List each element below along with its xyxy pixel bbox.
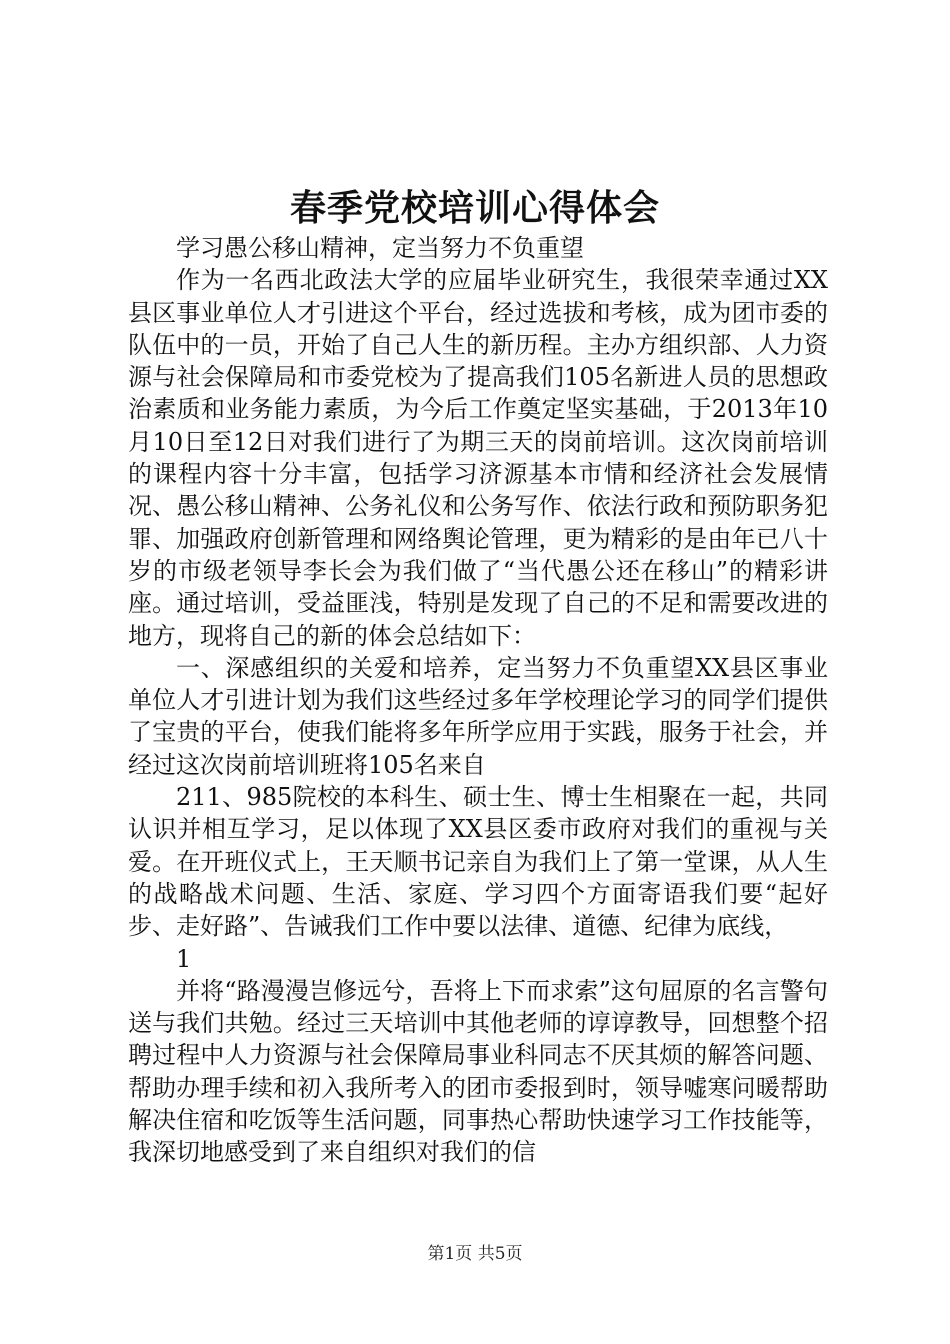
document-subtitle: 学习愚公移山精神，定当努力不负重望 [176,234,584,262]
document-body [128,232,828,1169]
page-footer: 第1页 共5页 [427,1244,523,1264]
paragraph-opening-ceremony: 211、985院校的本科生、硕士生、博士生相聚在一起，共同认识并相互学习，足以体现了XX县区委市政府对我们的重视与关爱。在开班仪式上，王天顺书记亲自为我们上了第一堂课，从人生的战略战术问题、生活、家庭、学习四个方面寄语我们要“起好步、走好路”、告诫我们工作中要以法律、道德、纪律为底线， [128,783,828,941]
paragraph-training-feelings: 并将“路漫漫岂修远兮，吾将上下而求索”这句屈原的名言警句送与我们共勉。经过三天培训中其他老师的谆谆教导，回想整个招聘过程中人力资源与社会保障局事业科同志不厌其烦的解答问题、帮助办理手续和初入我所考入的团市委报到时，领导嘘寒问暖帮助解决住宿和吃饭等生活问题，同事热心帮助快速学习工作技能等，我深切地感受到了来自组织对我们的信 [128,976,828,1167]
inline-page-number: 1 [176,944,192,973]
paragraph-section-one: 一、深感组织的关爱和培养，定当努力不负重望XX县区事业单位人才引进计划为我们这些经过多年学校理论学习的同学们提供了宝贵的平台，使我们能将多年所学应用于实践，服务于社会，并经过这次岗前培训班将105名来自 [128,653,828,779]
paragraph-intro: 作为一名西北政法大学的应届毕业研究生，我很荣幸通过XX县区事业单位人才引进这个平台，经过选拔和考核，成为团市委的队伍中的一员，开始了自己人生的新历程。主办方组织部、人力资源与社会保障局和市委党校为了提高我们105名新进人员的思想政治素质和业务能力素质，为今后工作奠定坚实基础，于2013年10月10日至12日对我们进行了为期三天的岗前培训。这次岗前培训的课程内容十分丰富，包括学习济源基本市情和经济社会发展情况、愚公移山精神、公务礼仪和公务写作、依法行政和预防职务犯罪、加强政府创新管理和网络舆论管理，更为精彩的是由年已八十岁的市级老领导李长会为我们做了“当代愚公还在移山”的精彩讲座。通过培训，受益匪浅，特别是发现了自己的不足和需要改进的地方，现将自己的新的体会总结如下： [128,266,828,650]
document-title: 春季党校培训心得体会 [289,187,660,229]
